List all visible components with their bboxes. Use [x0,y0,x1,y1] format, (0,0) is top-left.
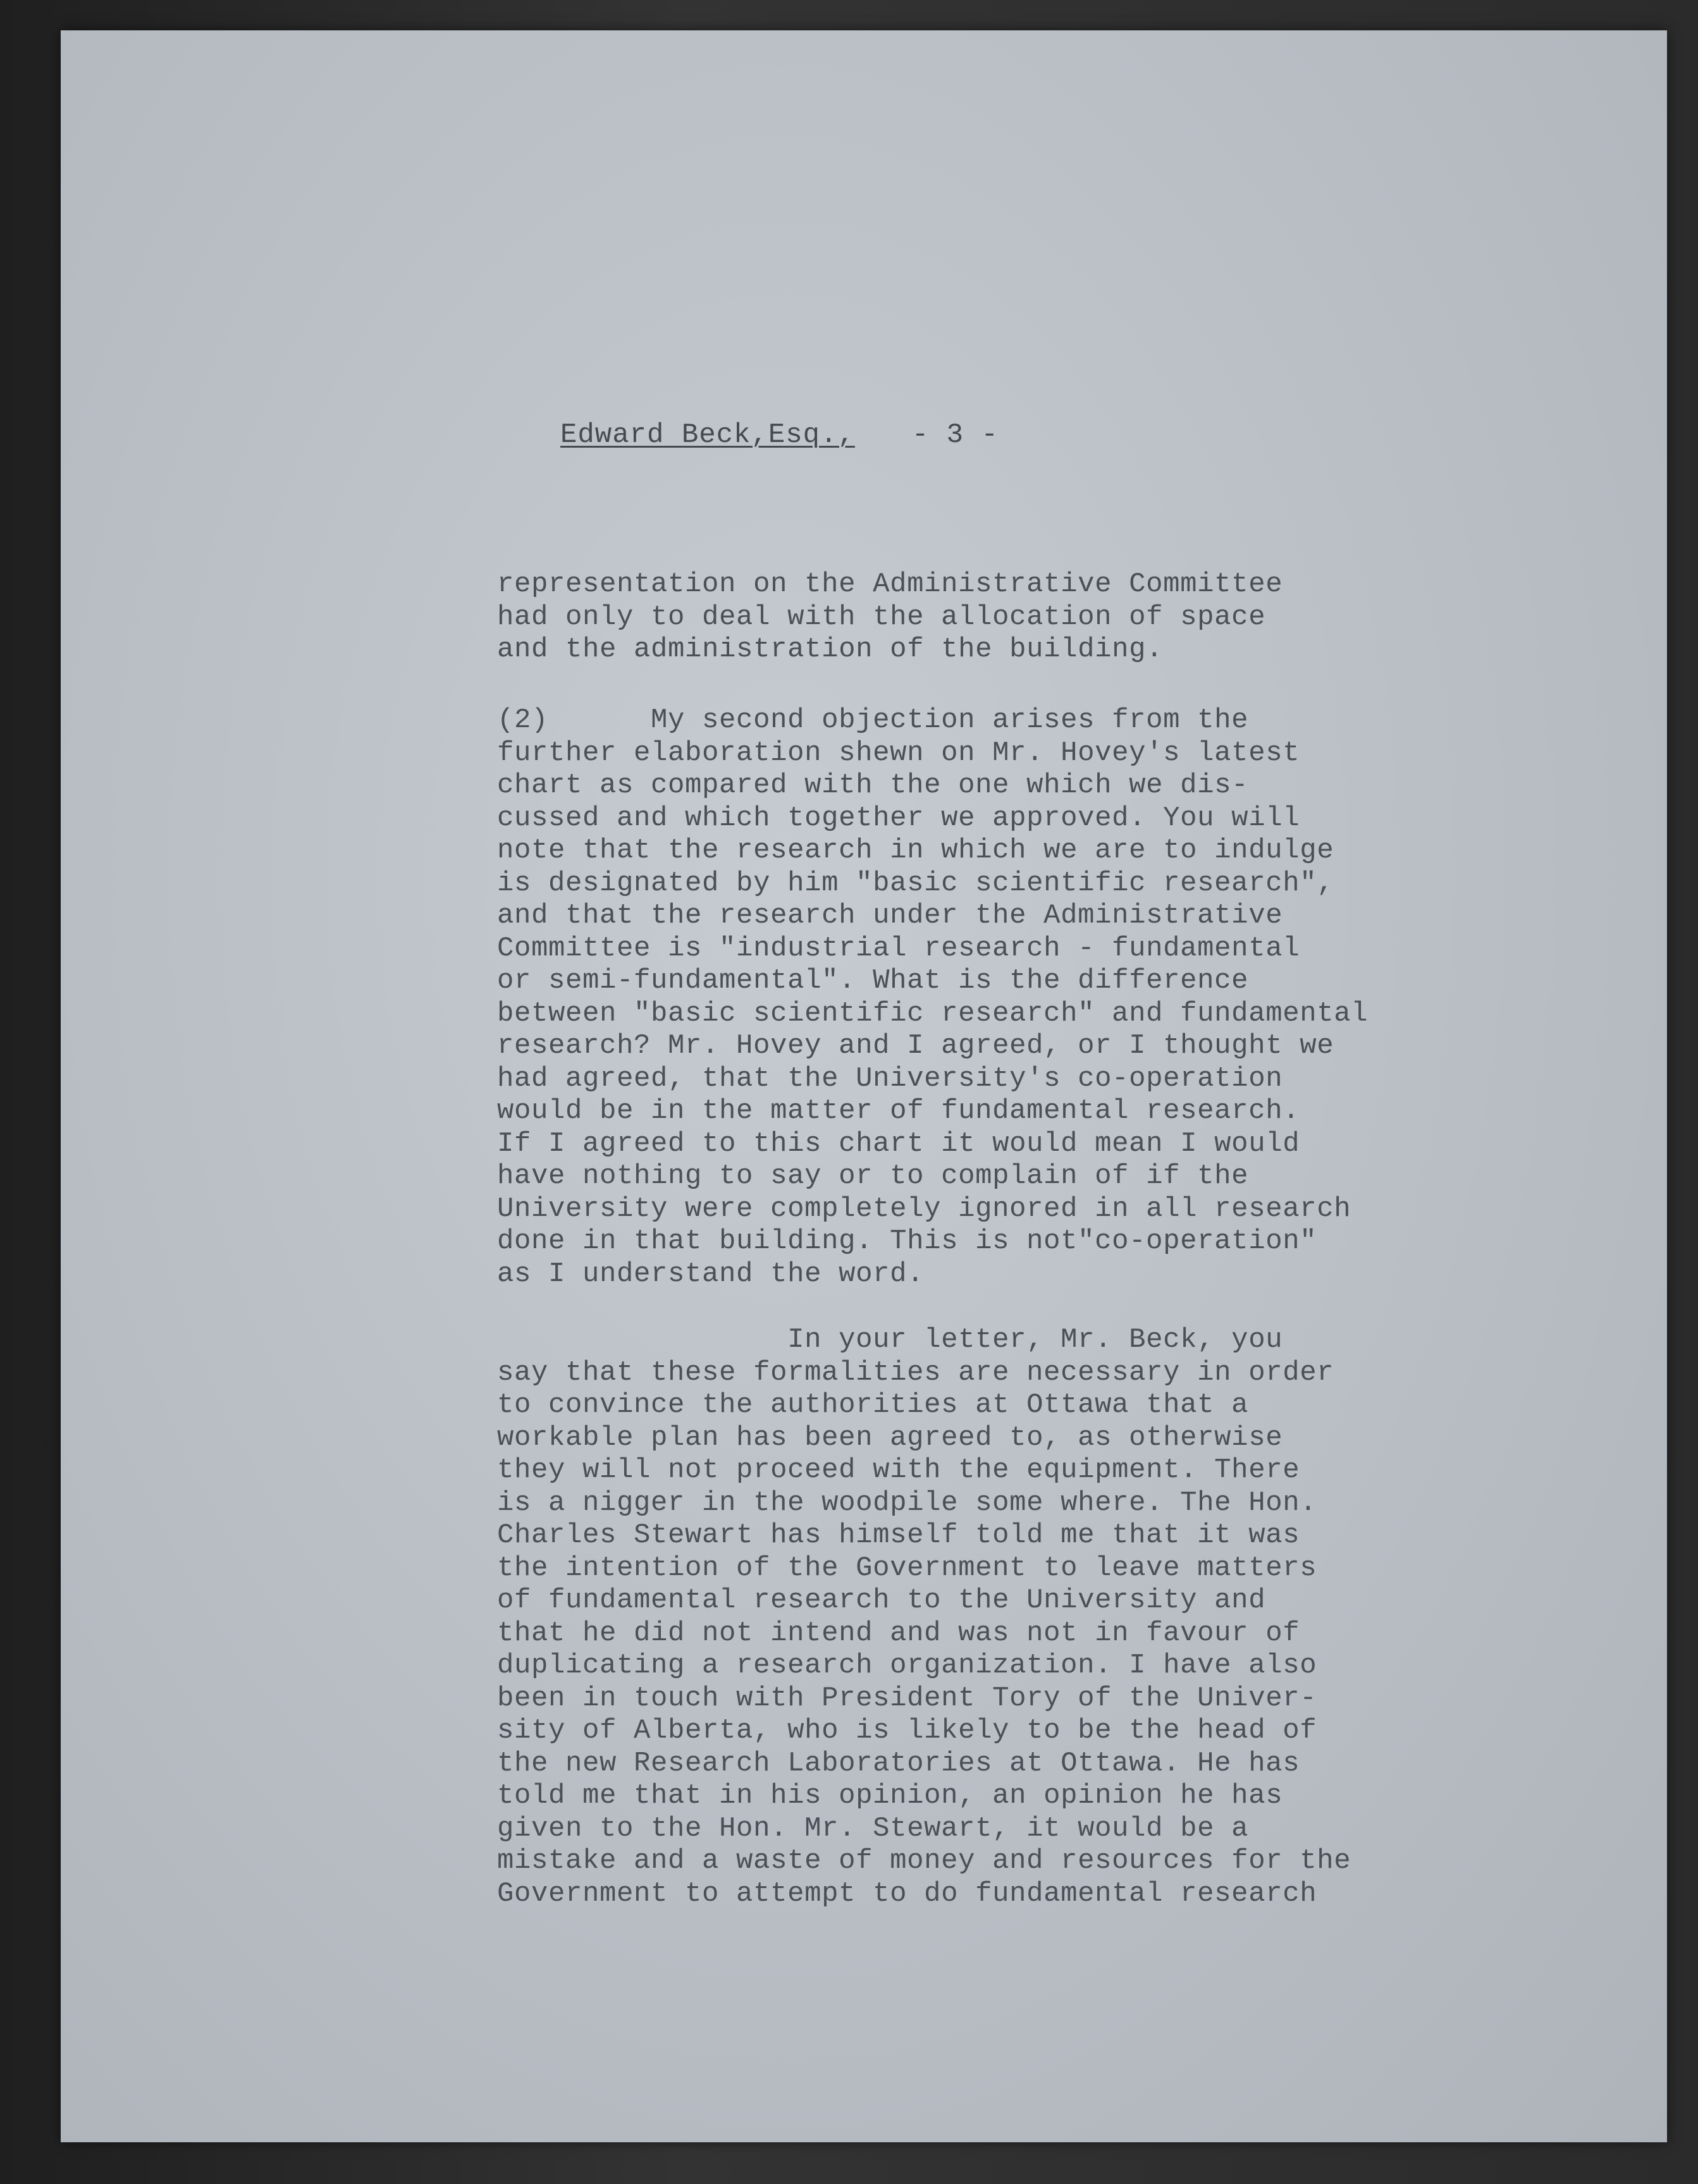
text-line: duplicating a research organization. I have also [497,1650,1317,1681]
text-line: is a nigger in the woodpile some where. The Hon. [497,1487,1317,1519]
text-line: told me that in his opinion, an opinion he has [497,1780,1283,1812]
text-line: and that the research under the Administrative [497,900,1283,931]
text-line: between "basic scientific research" and fundamental [497,997,1369,1029]
text-line: say that these formalities are necessary in order [497,1356,1334,1389]
text-line: note that the research in which we are to indulge [497,835,1334,866]
text-line: In your letter, Mr. Beck, you [497,1324,1283,1356]
text-line: workable plan has been agreed to, as otherwise [497,1421,1283,1454]
text-line: would be in the matter of fundamental research. [497,1095,1300,1127]
text-line: representation on the Administrative Committee [497,568,1283,600]
text-line: University were completely ignored in all research [497,1193,1351,1225]
text-line: (2) My second objection arises from the [497,704,1249,736]
text-line: have nothing to say or to complain of if the [497,1160,1249,1192]
text-line: the new Research Laboratories at Ottawa. He has [497,1747,1300,1779]
text-line: Charles Stewart has himself told me that it was [497,1519,1300,1551]
text-line: that he did not intend and was not in favour of [497,1617,1300,1649]
page-header [560,416,999,454]
text-line: as I understand the word. [497,1258,925,1290]
text-line: done in that building. This is not"co-operation" [497,1225,1317,1257]
text-line: Government to attempt to do fundamental research [497,1877,1317,1910]
text-line: mistake and a waste of money and resources for the [497,1845,1351,1877]
text-line: had only to deal with the allocation of space [497,601,1266,633]
text-line: given to the Hon. Mr. Stewart, it would be a [497,1812,1249,1844]
text-line: If I agreed to this chart it would mean I would [497,1127,1300,1160]
text-line: research? Mr. Hovey and I agreed, or I thought we [497,1030,1334,1062]
addressee: Edward Beck,Esq., [560,419,855,451]
text-line: of fundamental research to the University and [497,1585,1266,1616]
text-line: had agreed, that the University's co-operation [497,1062,1283,1095]
text-line: chart as compared with the one which we dis- [497,770,1249,801]
text-line: Committee is "industrial research - fundamental [497,932,1300,964]
letter-page [61,30,1667,2142]
text-line: the intention of the Government to leave matters [497,1552,1317,1584]
page-number: - 3 - [911,419,999,451]
text-line: cussed and which together we approved. You will [497,802,1300,834]
text-line: sity of Alberta, who is likely to be the head of [497,1715,1317,1746]
text-line: is designated by him "basic scientific research", [497,867,1334,899]
text-line: and the administration of the building. [497,634,1164,665]
text-line: or semi-fundamental". What is the difference [497,965,1249,997]
text-line: further elaboration shewn on Mr. Hovey's latest [497,737,1300,769]
text-line: been in touch with President Tory of the Univer- [497,1682,1317,1714]
text-line: to convince the authorities at Ottawa that a [497,1389,1249,1421]
text-line: they will not proceed with the equipment. There [497,1454,1300,1486]
